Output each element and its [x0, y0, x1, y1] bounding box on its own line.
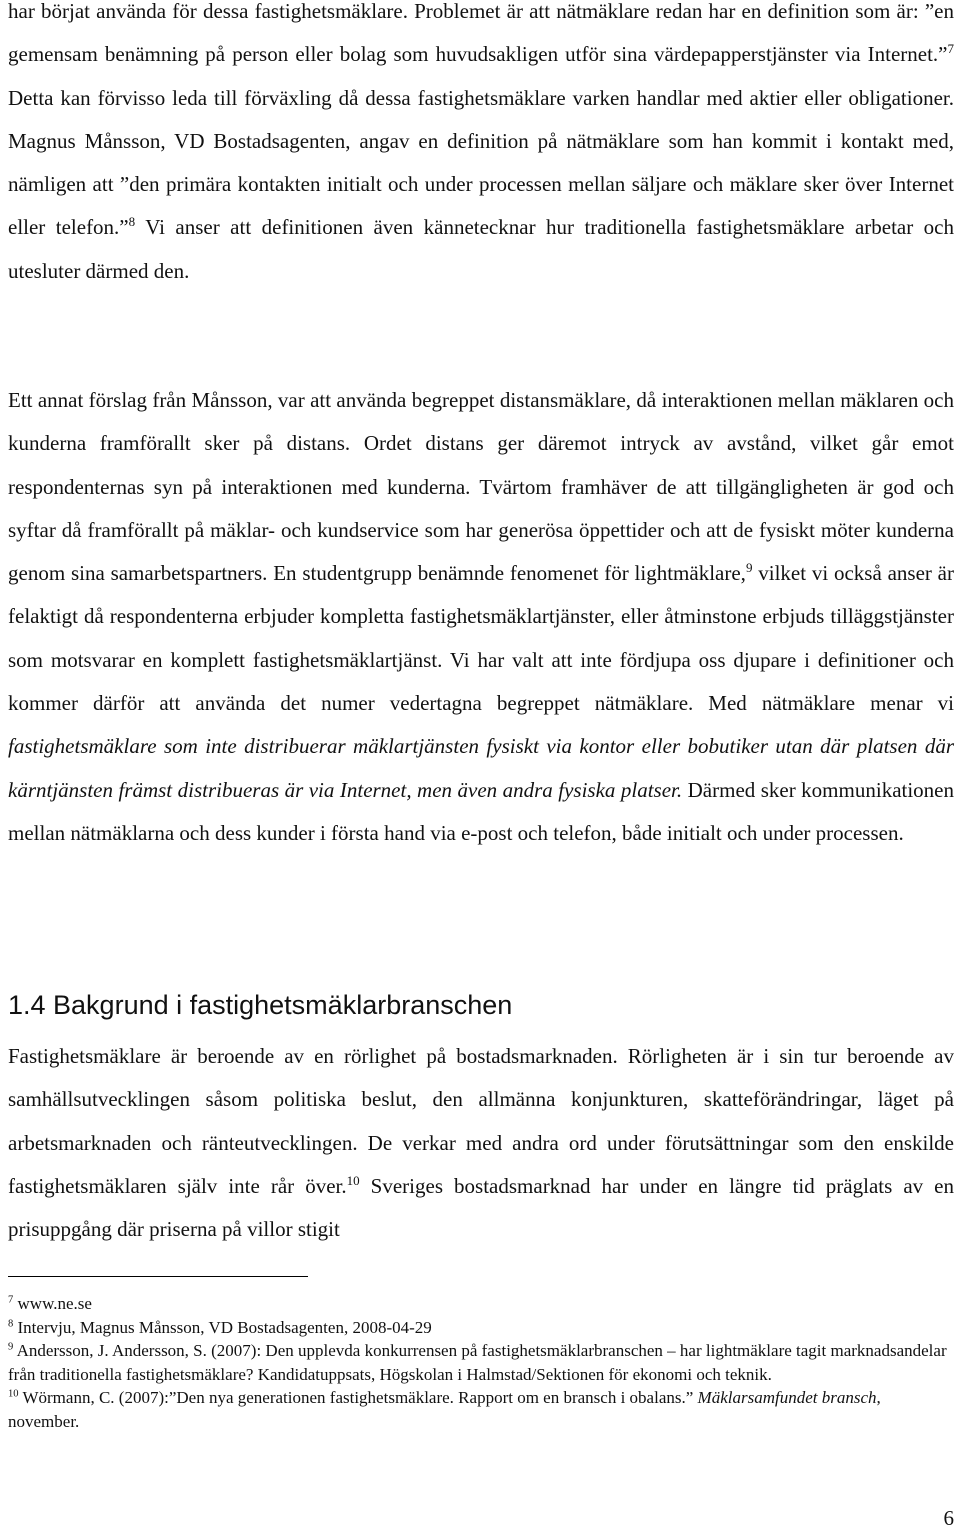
footnote-ref-9[interactable]: 9 [745, 560, 753, 576]
footnote-text: Intervju, Magnus Månsson, VD Bostadsagenten, 2008-04-29 [13, 1317, 432, 1337]
footnote-text: www.ne.se [13, 1294, 92, 1313]
footnote-separator [8, 1276, 308, 1277]
footnote-number: 7 [8, 1294, 14, 1306]
footnote-10 [8, 1386, 954, 1433]
paragraph-text: Sveriges bostadsmarknad har under en längre tid präglats av en prisuppgång där priserna på villor stigit [8, 1173, 954, 1242]
footnote-number: 10 [8, 1388, 19, 1400]
footnote-9 [8, 1339, 954, 1386]
paragraph-text: Vi anser att definitionen även kännetecknar hur traditionella fastighetsmäklare arbetar och utesluter därmed den. [8, 215, 954, 283]
footnote-text: , november. [8, 1388, 881, 1431]
page-number: 6 [943, 1506, 954, 1530]
footnote-ref-10[interactable]: 10 [346, 1172, 360, 1188]
paragraph-text: Därmed sker kommunikationen mellan nätmäklarna och dess kunder i första hand via e-post och telefon, både initialt och under processen. [8, 777, 955, 845]
paragraph-text: vilket vi också anser är felaktigt då respondenterna erbjuder kompletta fastighetsmäklartjänster, eller åtminstone erbjuds tilläggstjänster som motsvarar en komplett fastighetsmäklartjänst. Vi har valt att inte fördjupa oss djupare i definitioner och kommer därför att använda det numer vedertagna begreppet nätmäklare. Med nätmäklare menar vi [8, 561, 955, 716]
paragraph-text: Fastighetsmäklare är beroende av en rörlighet på bostadsmarknaden. Rörligheten är i sin tur beroende av samhällsutvecklingen såsom politiska beslut, den allmänna konjunkturen, skatteförändringar, läget på arbetsmarknaden och ränteutvecklingen. De verkar med andra ord under förutsättningar som den enskilde fastighetsmäklaren själv inte rår över. [8, 1044, 954, 1198]
paragraph-text: har börjat använda för dessa fastighetsmäklare. Problemet är att nätmäklare redan har en definition som är: ”en gemensam benämning på person eller bolag som huvudsakligen utför sina värdepapperstjänster via Internet.” [8, 0, 954, 67]
footnote-number: 8 [8, 1317, 14, 1329]
body-paragraph-1 [8, 0, 954, 293]
footnote-text: Wörmann, C. (2007):”Den nya generationen fastighetsmäklare. Rapport om en bransch i obalans.” [18, 1388, 698, 1407]
footnote-8 [8, 1316, 954, 1340]
footnote-ref-7[interactable]: 7 [947, 41, 954, 57]
footnote-text: Andersson, J. Andersson, S. (2007): Den upplevda konkurrensen på fastighetsmäklarbranschen – har lightmäklare tagit marknadsandelar från traditionella fastighetsmäklare? Kandidatuppsats, Högskolan i Halmstad/Sektionen för ekonomi och teknik. [8, 1341, 947, 1384]
footnote-italic: Mäklarsamfundet bransch [697, 1388, 877, 1407]
footnotes-section [8, 1292, 954, 1433]
definition-italic: fastighetsmäklare som inte distribuerar mäklartjänsten fysiskt via kontor eller bobutiker utan där platsen där kärntjänsten främst distribueras är via Internet, men även andra fysiska platser. [8, 734, 954, 802]
section-heading: 1.4 Bakgrund i fastighetsmäklarbranschen [8, 990, 513, 1020]
paragraph-text: Ett annat förslag från Månsson, var att använda begreppet distansmäklare, då interaktionen mellan mäklaren och kunderna framförallt sker på distans. Ordet distans ger däremot intryck av avstånd, vilket går emot respondenternas syn på interaktionen med kunderna. Tvärtom framhäver de att tillgängligheten är god och syftar då framförallt på mäklar- och kundservice som har generösa öppettider och att de fysiskt möter kunderna genom sina samarbetspartners. En studentgrupp benämnde fenomenet för lightmäklare, [8, 388, 954, 586]
footnote-ref-8[interactable]: 8 [128, 214, 136, 230]
footnote-number: 9 [8, 1341, 14, 1353]
body-paragraph-2 [8, 379, 954, 855]
body-paragraph-3 [8, 1035, 954, 1251]
footnote-7 [8, 1292, 954, 1316]
paragraph-text: Detta kan förvisso leda till förväxling då dessa fastighetsmäklare varken handlar med aktier eller obligationer. Magnus Månsson, VD Bostadsagenten, angav en definition på nätmäklare som han kommit i kontakt med, nämligen att ”den primära kontakten initialt och under processen mellan säljare och mäklare sker över Internet eller telefon.” [8, 85, 954, 240]
